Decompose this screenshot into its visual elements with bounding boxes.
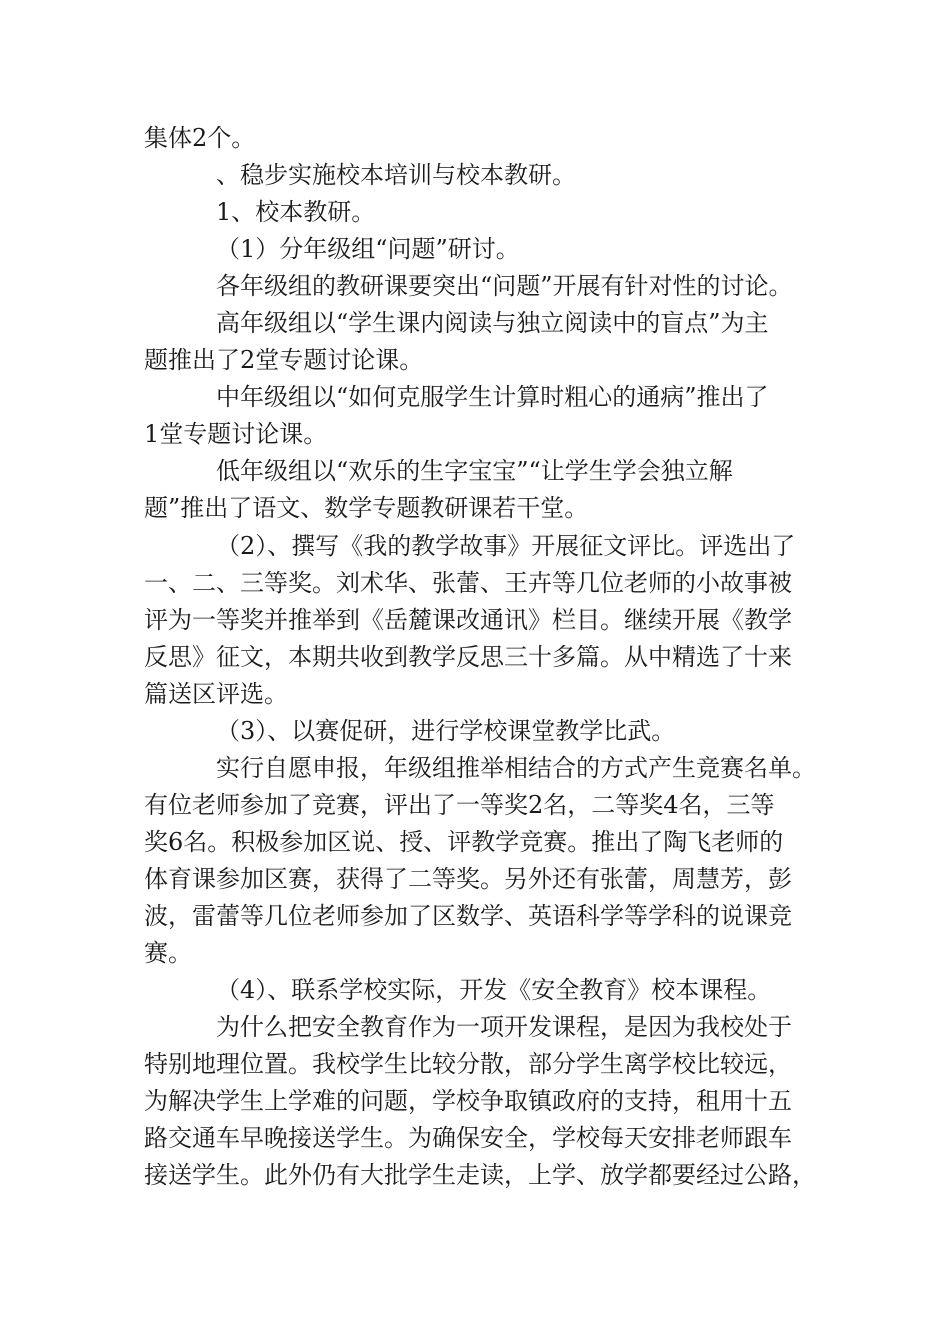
item-heading: （4）、联系学校实际，开发《安全教育》校本课程。 (216, 976, 772, 1004)
paragraph-line: 体育课参加区赛，获得了二等奖。另外还有张蕾，周慧芳，彭 (144, 865, 792, 893)
paragraph-line: 一、二、三等奖。刘术华、张蕾、王卉等几位老师的小故事被 (144, 569, 792, 597)
paragraph-line: 题推出了2堂专题讨论课。 (144, 346, 424, 374)
paragraph-line: 实行自愿申报，年级组推举相结合的方式产生竞赛名单。 (216, 754, 816, 782)
paragraph-line: 各年级组的教研课要突出“问题”开展有针对性的讨论。 (216, 272, 793, 300)
paragraph-line: 评为一等奖并推举到《岳麓课改通讯》栏目。继续开展《教学 (144, 606, 792, 634)
paragraph-line: 中年级组以“如何克服学生计算时粗心的通病”推出了 (216, 383, 769, 411)
paragraph-line: 反思》征文，本期共收到教学反思三十多篇。从中精选了十来 (144, 643, 792, 671)
paragraph-line: 低年级组以“欢乐的生字宝宝”“让学生学会独立解 (216, 457, 733, 485)
paragraph-line: 为什么把安全教育作为一项开发课程，是因为我校处于 (216, 1013, 792, 1041)
paragraph-line: 赛。 (144, 939, 192, 967)
paragraph-line: 为解决学生上学难的问题，学校争取镇政府的支持，租用十五 (144, 1087, 792, 1115)
paragraph-line: 波，雷蕾等几位老师参加了区数学、英语科学等学科的说课竞 (144, 902, 792, 930)
paragraph-line: 篇送区评选。 (144, 680, 288, 708)
paragraph-line: 高年级组以“学生课内阅读与独立阅读中的盲点”为主 (216, 309, 769, 337)
paragraph-line: 接送学生。此外仍有大批学生走读，上学、放学都要经过公路， (144, 1161, 816, 1189)
item-heading: （1）分年级组“问题”研讨。 (216, 235, 520, 263)
paragraph-line: 有位老师参加了竞赛，评出了一等奖2名，二等奖4名，三等 (144, 791, 775, 819)
text-line: 集体2个。 (144, 124, 256, 152)
item-heading: （2）、撰写《我的教学故事》开展征文评比。评选出了 (216, 532, 796, 560)
paragraph-line: 路交通车早晚接送学生。为确保安全，学校每天安排老师跟车 (144, 1124, 792, 1152)
paragraph-line: 奖6名。积极参加区说、授、评教学竞赛。推出了陶飞老师的 (144, 828, 784, 856)
section-heading: 、稳步实施校本培训与校本教研。 (216, 161, 576, 189)
paragraph-line: 特别地理位置。我校学生比较分散，部分学生离学校比较远， (144, 1050, 792, 1078)
paragraph-line: 1堂专题讨论课。 (144, 420, 328, 448)
subsection-heading: 1、校本教研。 (216, 198, 376, 226)
paragraph-line: 题”推出了语文、数学专题教研课若干堂。 (144, 494, 589, 522)
item-heading: （3）、以赛促研，进行学校课堂教学比武。 (216, 717, 676, 745)
